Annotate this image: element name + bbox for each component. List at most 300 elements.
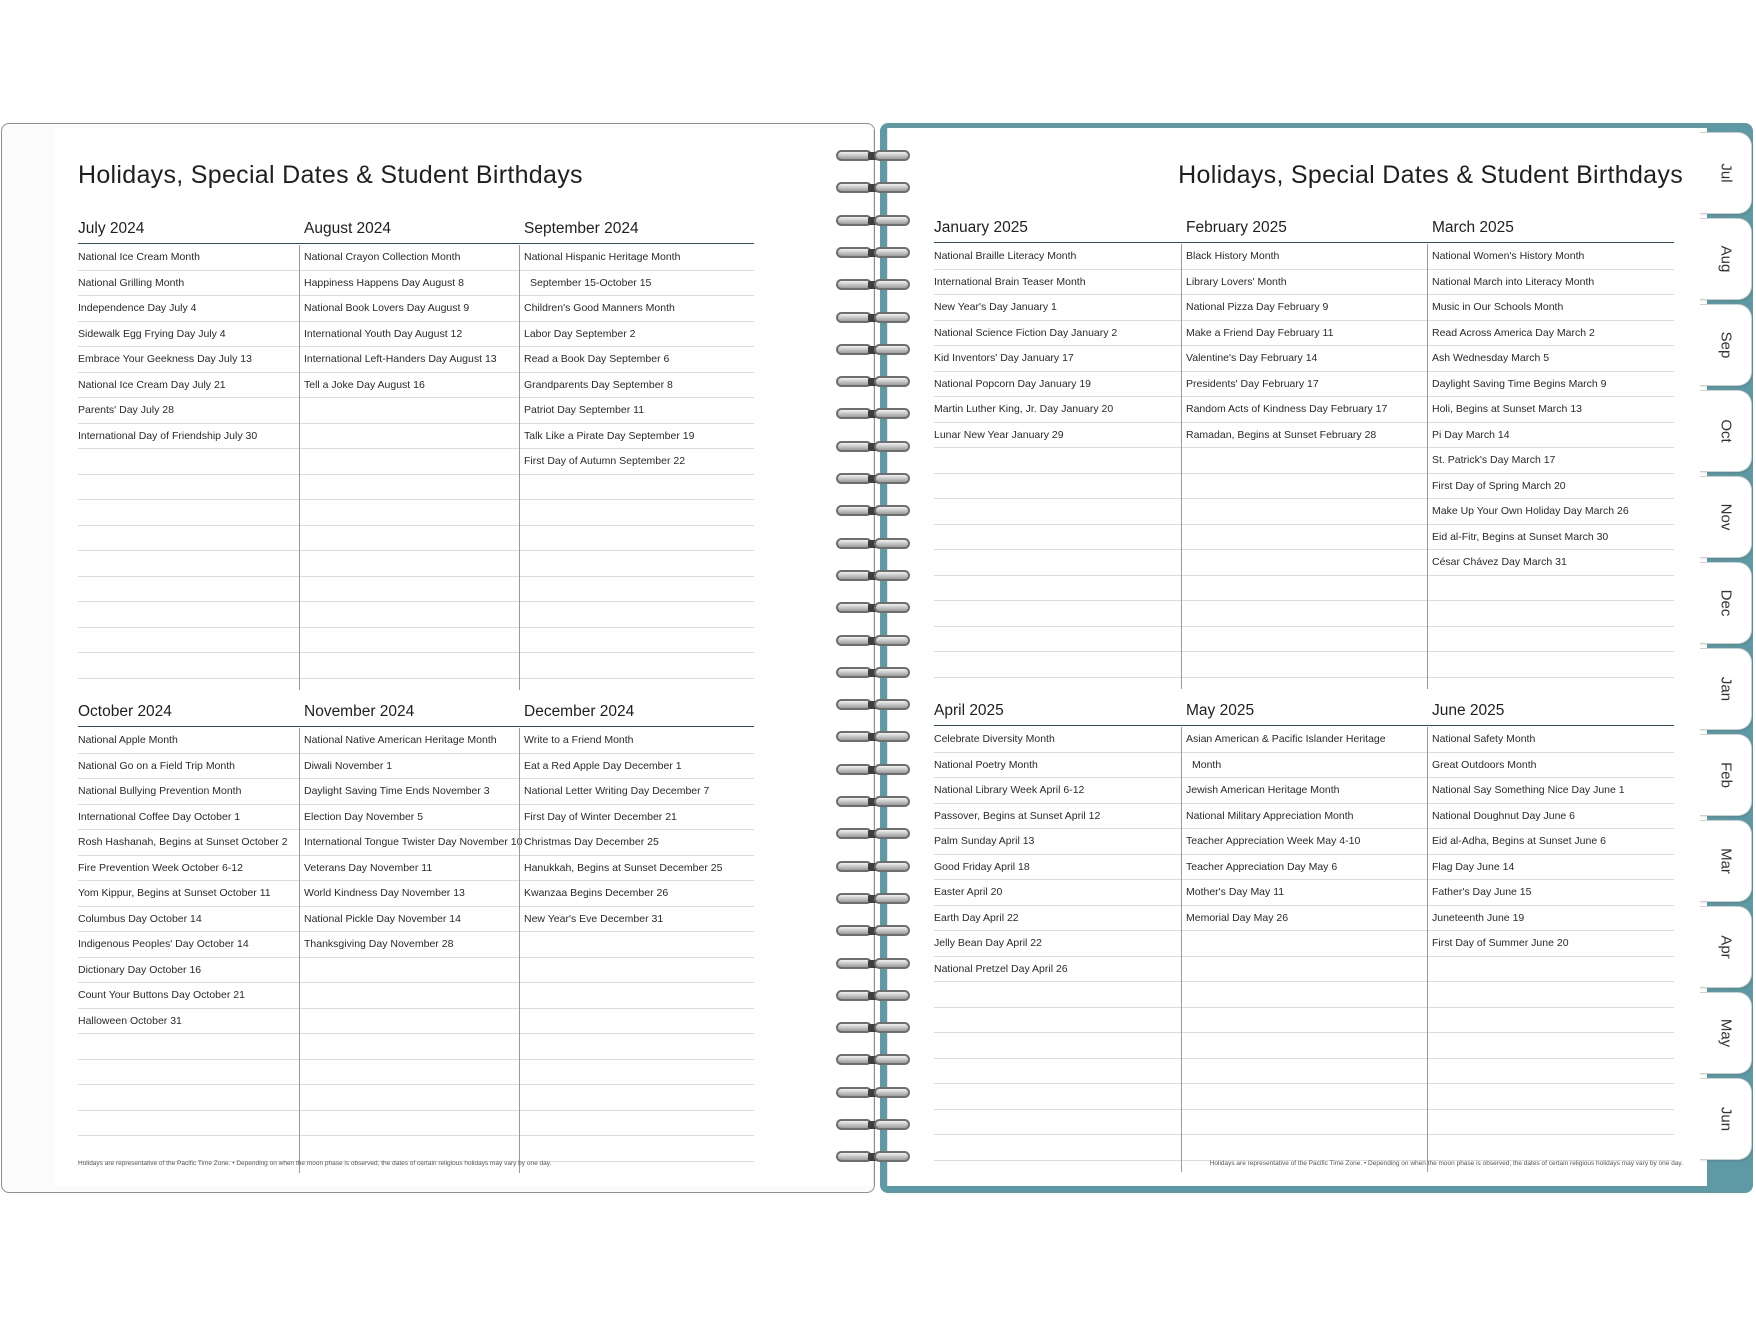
blank-entry-line[interactable] <box>934 1084 1186 1110</box>
month-list <box>934 244 1186 678</box>
blank-entry-line[interactable] <box>1186 931 1432 957</box>
month-title: November 2024 <box>304 703 415 720</box>
blank-entry-line[interactable] <box>934 982 1186 1008</box>
spiral-coil <box>832 503 916 519</box>
blank-entry-line[interactable] <box>1186 982 1432 1008</box>
list-item[interactable]: International Youth Day August 12 <box>304 322 524 348</box>
list-item[interactable]: National Bullying Prevention Month <box>78 779 304 805</box>
list-item[interactable]: National Poetry Month <box>934 753 1186 779</box>
blank-entry-line[interactable] <box>934 1135 1186 1161</box>
blank-entry-line[interactable] <box>78 551 304 577</box>
blank-entry-line[interactable] <box>1186 1059 1432 1085</box>
blank-entry-line[interactable] <box>934 627 1186 653</box>
list-item[interactable]: Black History Month <box>1186 244 1432 270</box>
list-item[interactable]: Presidents' Day February 17 <box>1186 372 1432 398</box>
blank-entry-line[interactable] <box>524 653 754 679</box>
list-item[interactable]: Library Lovers' Month <box>1186 270 1432 296</box>
list-item[interactable]: Tell a Joke Day August 16 <box>304 373 524 399</box>
spiral-coil <box>832 633 916 649</box>
list-item[interactable]: Easter April 20 <box>934 880 1186 906</box>
blank-entry-line[interactable] <box>304 653 524 679</box>
tab-oct[interactable] <box>1700 390 1752 472</box>
list-item[interactable]: Daylight Saving Time Begins March 9 <box>1432 372 1674 398</box>
month-rule <box>304 726 524 727</box>
blank-entry-line[interactable] <box>524 1060 754 1086</box>
list-item[interactable]: Eid al-Adha, Begins at Sunset June 6 <box>1432 829 1674 855</box>
list-item[interactable]: National Ice Cream Month <box>78 245 304 271</box>
blank-entry-line[interactable] <box>304 500 524 526</box>
tab-label: Sep <box>1717 331 1734 359</box>
blank-entry-line[interactable] <box>304 1111 524 1137</box>
spiral-coil <box>832 697 916 713</box>
blank-entry-line[interactable] <box>1432 627 1674 653</box>
list-item[interactable]: Diwali November 1 <box>304 754 524 780</box>
list-item[interactable]: National Book Lovers Day August 9 <box>304 296 524 322</box>
blank-entry-line[interactable] <box>1186 550 1432 576</box>
spiral-coil <box>832 180 916 196</box>
month-title: January 2025 <box>934 219 1028 236</box>
list-item[interactable]: Ramadan, Begins at Sunset February 28 <box>1186 423 1432 449</box>
blank-entry-line[interactable] <box>304 1136 524 1162</box>
month-list <box>1432 727 1674 1161</box>
column-divider <box>519 245 520 690</box>
list-item[interactable]: Read a Book Day September 6 <box>524 347 754 373</box>
tab-sep[interactable] <box>1700 304 1752 386</box>
blank-entry-line[interactable] <box>78 577 304 603</box>
spiral-coil <box>832 956 916 972</box>
list-item[interactable]: Write to a Friend Month <box>524 728 754 754</box>
blank-entry-line[interactable] <box>934 448 1186 474</box>
blank-entry-line[interactable] <box>78 1034 304 1060</box>
list-item[interactable]: Asian American & Pacific Islander Heritage <box>1186 727 1432 753</box>
column-divider <box>1427 244 1428 689</box>
list-item[interactable]: First Day of Winter December 21 <box>524 805 754 831</box>
spiral-coil <box>832 374 916 390</box>
blank-entry-line[interactable] <box>524 526 754 552</box>
blank-entry-line[interactable] <box>524 932 754 958</box>
list-item[interactable]: Jewish American Heritage Month <box>1186 778 1432 804</box>
blank-entry-line[interactable] <box>524 1085 754 1111</box>
list-item[interactable]: National Popcorn Day January 19 <box>934 372 1186 398</box>
month-title: September 2024 <box>524 220 639 237</box>
month-rule <box>304 243 524 244</box>
blank-entry-line[interactable] <box>1432 957 1674 983</box>
blank-entry-line[interactable] <box>78 653 304 679</box>
list-item[interactable]: Talk Like a Pirate Day September 19 <box>524 424 754 450</box>
tab-feb[interactable] <box>1700 734 1752 816</box>
blank-entry-line[interactable] <box>524 1111 754 1137</box>
list-item[interactable]: First Day of Summer June 20 <box>1432 931 1674 957</box>
month-list <box>524 728 754 1162</box>
list-item[interactable]: Independence Day July 4 <box>78 296 304 322</box>
list-item[interactable]: Veterans Day November 11 <box>304 856 524 882</box>
list-item[interactable]: Valentine's Day February 14 <box>1186 346 1432 372</box>
spiral-coil <box>832 310 916 326</box>
tab-may[interactable] <box>1700 992 1752 1074</box>
month-rule <box>1432 725 1674 726</box>
list-item[interactable]: Hanukkah, Begins at Sunset December 25 <box>524 856 754 882</box>
blank-entry-line[interactable] <box>304 1034 524 1060</box>
blank-entry-line[interactable] <box>304 1085 524 1111</box>
tab-label: Nov <box>1717 503 1734 531</box>
spiral-coil <box>832 1085 916 1101</box>
blank-entry-line[interactable] <box>934 1033 1186 1059</box>
blank-entry-line[interactable] <box>1432 1059 1674 1085</box>
spiral-coil <box>832 536 916 552</box>
blank-entry-line[interactable] <box>934 1110 1186 1136</box>
blank-entry-line[interactable] <box>1186 601 1432 627</box>
list-item[interactable]: New Year's Eve December 31 <box>524 907 754 933</box>
list-item[interactable]: Indigenous Peoples' Day October 14 <box>78 932 304 958</box>
blank-entry-line[interactable] <box>304 475 524 501</box>
list-item[interactable]: Embrace Your Geekness Day July 13 <box>78 347 304 373</box>
month-title: June 2025 <box>1432 702 1505 719</box>
list-item[interactable]: Christmas Day December 25 <box>524 830 754 856</box>
list-item[interactable]: National Doughnut Day June 6 <box>1432 804 1674 830</box>
blank-entry-line[interactable] <box>78 500 304 526</box>
list-item[interactable]: Make a Friend Day February 11 <box>1186 321 1432 347</box>
blank-entry-line[interactable] <box>524 475 754 501</box>
blank-entry-line[interactable] <box>1432 1135 1674 1161</box>
list-item[interactable]: National Letter Writing Day December 7 <box>524 779 754 805</box>
list-item[interactable]: Lunar New Year January 29 <box>934 423 1186 449</box>
tab-label: Dec <box>1717 589 1734 617</box>
list-item[interactable]: National Pizza Day February 9 <box>1186 295 1432 321</box>
blank-entry-line[interactable] <box>934 1008 1186 1034</box>
blank-entry-line[interactable] <box>1186 499 1432 525</box>
column-divider <box>1181 244 1182 689</box>
blank-entry-line[interactable] <box>78 1111 304 1137</box>
list-item[interactable]: New Year's Day January 1 <box>934 295 1186 321</box>
list-item[interactable]: César Chávez Day March 31 <box>1432 550 1674 576</box>
list-item[interactable]: Sidewalk Egg Frying Day July 4 <box>78 322 304 348</box>
tab-jul[interactable] <box>1700 132 1752 214</box>
blank-entry-line[interactable] <box>304 551 524 577</box>
spiral-coil <box>832 1020 916 1036</box>
month-rule <box>934 725 1186 726</box>
blank-entry-line[interactable] <box>304 958 524 984</box>
list-item[interactable]: National Apple Month <box>78 728 304 754</box>
blank-entry-line[interactable] <box>524 1136 754 1162</box>
list-item[interactable]: National Go on a Field Trip Month <box>78 754 304 780</box>
month-list <box>934 727 1186 1161</box>
list-item[interactable]: Ash Wednesday March 5 <box>1432 346 1674 372</box>
spiral-coil <box>832 568 916 584</box>
list-item[interactable]: Patriot Day September 11 <box>524 398 754 424</box>
list-item[interactable]: National Library Week April 6-12 <box>934 778 1186 804</box>
blank-entry-line[interactable] <box>1186 1084 1432 1110</box>
list-item[interactable]: Yom Kippur, Begins at Sunset October 11 <box>78 881 304 907</box>
month-title: April 2025 <box>934 702 1004 719</box>
column-divider <box>1427 727 1428 1172</box>
list-item[interactable]: Flag Day June 14 <box>1432 855 1674 881</box>
blank-entry-line[interactable] <box>1432 1110 1674 1136</box>
list-item[interactable]: International Brain Teaser Month <box>934 270 1186 296</box>
list-item[interactable]: Make Up Your Own Holiday Day March 26 <box>1432 499 1674 525</box>
blank-entry-line[interactable] <box>934 652 1186 678</box>
list-item[interactable]: Eat a Red Apple Day December 1 <box>524 754 754 780</box>
blank-entry-line[interactable] <box>1186 1135 1432 1161</box>
list-item[interactable]: Jelly Bean Day April 22 <box>934 931 1186 957</box>
list-item[interactable]: Children's Good Manners Month <box>524 296 754 322</box>
blank-entry-line[interactable] <box>304 628 524 654</box>
month-list <box>78 728 304 1162</box>
page-title: Holidays, Special Dates & Student Birthdays <box>78 161 583 189</box>
spiral-coil <box>832 148 916 164</box>
blank-entry-line[interactable] <box>934 576 1186 602</box>
blank-entry-line[interactable] <box>1186 525 1432 551</box>
blank-entry-line[interactable] <box>1186 474 1432 500</box>
list-item[interactable]: Juneteenth June 19 <box>1432 906 1674 932</box>
blank-entry-line[interactable] <box>1186 652 1432 678</box>
blank-entry-line[interactable] <box>1432 652 1674 678</box>
list-item[interactable]: World Kindness Day November 13 <box>304 881 524 907</box>
month-title: February 2025 <box>1186 219 1287 236</box>
spiral-coil <box>832 923 916 939</box>
list-item[interactable]: Earth Day April 22 <box>934 906 1186 932</box>
blank-entry-line[interactable] <box>934 1059 1186 1085</box>
blank-entry-line[interactable] <box>524 602 754 628</box>
spiral-coil <box>832 277 916 293</box>
list-item[interactable]: First Day of Spring March 20 <box>1432 474 1674 500</box>
blank-entry-line[interactable] <box>78 449 304 475</box>
blank-entry-line[interactable] <box>78 1085 304 1111</box>
month-list <box>1432 244 1674 678</box>
blank-entry-line[interactable] <box>78 1060 304 1086</box>
blank-entry-line[interactable] <box>78 526 304 552</box>
month-december-2024 <box>524 703 754 1173</box>
list-item[interactable]: National Braille Literacy Month <box>934 244 1186 270</box>
blank-entry-line[interactable] <box>524 958 754 984</box>
blank-entry-line[interactable] <box>1432 576 1674 602</box>
list-item[interactable]: Read Across America Day March 2 <box>1432 321 1674 347</box>
blank-entry-line[interactable] <box>1432 1033 1674 1059</box>
list-item[interactable]: National Military Appreciation Month <box>1186 804 1432 830</box>
blank-entry-line[interactable] <box>304 1060 524 1086</box>
blank-entry-line[interactable] <box>78 628 304 654</box>
tab-dec[interactable] <box>1700 562 1752 644</box>
tab-jun[interactable] <box>1700 1078 1752 1160</box>
tab-label: Feb <box>1717 762 1734 788</box>
blank-entry-line[interactable] <box>524 983 754 1009</box>
list-item[interactable]: First Day of Autumn September 22 <box>524 449 754 475</box>
list-item[interactable]: Palm Sunday April 13 <box>934 829 1186 855</box>
list-item[interactable]: Passover, Begins at Sunset April 12 <box>934 804 1186 830</box>
tab-nov[interactable] <box>1700 476 1752 558</box>
blank-entry-line[interactable] <box>1432 1084 1674 1110</box>
blank-entry-line[interactable] <box>1186 576 1432 602</box>
tab-apr[interactable] <box>1700 906 1752 988</box>
tab-mar[interactable] <box>1700 820 1752 902</box>
blank-entry-line[interactable] <box>934 601 1186 627</box>
list-item[interactable]: Thanksgiving Day November 28 <box>304 932 524 958</box>
month-title: October 2024 <box>78 703 172 720</box>
tab-label: Aug <box>1717 245 1734 273</box>
list-item[interactable]: National Safety Month <box>1432 727 1674 753</box>
blank-entry-line[interactable] <box>304 602 524 628</box>
list-item[interactable]: Dictionary Day October 16 <box>78 958 304 984</box>
blank-entry-line[interactable] <box>1186 957 1432 983</box>
list-item[interactable]: National Pickle Day November 14 <box>304 907 524 933</box>
list-item[interactable]: Music in Our Schools Month <box>1432 295 1674 321</box>
list-item[interactable]: Random Acts of Kindness Day February 17 <box>1186 397 1432 423</box>
list-item[interactable]: Count Your Buttons Day October 21 <box>78 983 304 1009</box>
tab-aug[interactable] <box>1700 218 1752 300</box>
list-item[interactable]: Good Friday April 18 <box>934 855 1186 881</box>
blank-entry-line[interactable] <box>934 499 1186 525</box>
list-item[interactable]: Kid Inventors' Day January 17 <box>934 346 1186 372</box>
list-item[interactable]: International Tongue Twister Day November 10 <box>304 830 524 856</box>
list-item[interactable]: National Science Fiction Day January 2 <box>934 321 1186 347</box>
list-item[interactable]: International Coffee Day October 1 <box>78 805 304 831</box>
list-item[interactable]: Celebrate Diversity Month <box>934 727 1186 753</box>
month-list <box>1186 727 1432 1161</box>
blank-entry-line[interactable] <box>524 628 754 654</box>
blank-entry-line[interactable] <box>304 577 524 603</box>
spiral-coil <box>832 600 916 616</box>
blank-entry-line[interactable] <box>524 500 754 526</box>
list-item[interactable]: Kwanzaa Begins December 26 <box>524 881 754 907</box>
list-item[interactable]: National Women's History Month <box>1432 244 1674 270</box>
list-item[interactable]: Teacher Appreciation Day May 6 <box>1186 855 1432 881</box>
list-item[interactable]: Father's Day June 15 <box>1432 880 1674 906</box>
list-item[interactable]: National March into Literacy Month <box>1432 270 1674 296</box>
blank-entry-line[interactable] <box>1432 1008 1674 1034</box>
month-tabs <box>1700 128 1756 1188</box>
list-item[interactable]: National Crayon Collection Month <box>304 245 524 271</box>
list-item[interactable]: National Native American Heritage Month <box>304 728 524 754</box>
list-item[interactable]: Memorial Day May 26 <box>1186 906 1432 932</box>
blank-entry-line[interactable] <box>304 398 524 424</box>
list-item[interactable]: National Ice Cream Day July 21 <box>78 373 304 399</box>
right-page <box>887 128 1707 1186</box>
blank-entry-line[interactable] <box>304 526 524 552</box>
tab-label: May <box>1717 1018 1734 1048</box>
list-item[interactable]: St. Patrick's Day March 17 <box>1432 448 1674 474</box>
list-item[interactable]: Eid al-Fitr, Begins at Sunset March 30 <box>1432 525 1674 551</box>
list-item[interactable]: Parents' Day July 28 <box>78 398 304 424</box>
list-item[interactable]: Halloween October 31 <box>78 1009 304 1035</box>
blank-entry-line[interactable] <box>304 1009 524 1035</box>
list-item[interactable]: Happiness Happens Day August 8 <box>304 271 524 297</box>
month-rule <box>1186 242 1432 243</box>
quarter-oct-dec <box>78 703 754 1173</box>
list-item[interactable]: National Hispanic Heritage Month <box>524 245 754 271</box>
list-item[interactable]: Daylight Saving Time Ends November 3 <box>304 779 524 805</box>
blank-entry-line[interactable] <box>304 449 524 475</box>
blank-entry-line[interactable] <box>304 424 524 450</box>
list-item[interactable]: Election Day November 5 <box>304 805 524 831</box>
list-item[interactable]: National Grilling Month <box>78 271 304 297</box>
spiral-coil <box>832 891 916 907</box>
blank-entry-line[interactable] <box>78 1136 304 1162</box>
spiral-coil <box>832 729 916 745</box>
spiral-coil <box>832 794 916 810</box>
spiral-coil <box>832 826 916 842</box>
month-january-2025 <box>934 219 1186 689</box>
month-august-2024 <box>304 220 524 690</box>
blank-entry-line[interactable] <box>524 577 754 603</box>
quarter-jul-sep <box>78 220 754 690</box>
list-item[interactable]: Teacher Appreciation Week May 4-10 <box>1186 829 1432 855</box>
tab-label: Apr <box>1717 935 1734 959</box>
spiral-coil <box>832 988 916 1004</box>
tab-label: Oct <box>1717 419 1734 443</box>
list-item[interactable]: Pi Day March 14 <box>1432 423 1674 449</box>
month-rule <box>524 243 754 244</box>
list-item[interactable]: Grandparents Day September 8 <box>524 373 754 399</box>
month-september-2024 <box>524 220 754 690</box>
month-rule <box>78 726 304 727</box>
blank-entry-line[interactable] <box>1186 1110 1432 1136</box>
spiral-coil <box>832 665 916 681</box>
list-item[interactable]: Month <box>1186 753 1432 779</box>
list-item[interactable]: Holi, Begins at Sunset March 13 <box>1432 397 1674 423</box>
month-title: March 2025 <box>1432 219 1514 236</box>
column-divider <box>519 728 520 1173</box>
month-list <box>304 245 524 679</box>
spiral-binding <box>832 148 916 1168</box>
list-item[interactable]: Fire Prevention Week October 6-12 <box>78 856 304 882</box>
list-item[interactable]: Great Outdoors Month <box>1432 753 1674 779</box>
month-list <box>524 245 754 679</box>
blank-entry-line[interactable] <box>934 525 1186 551</box>
list-item[interactable]: International Day of Friendship July 30 <box>78 424 304 450</box>
spiral-coil <box>832 213 916 229</box>
list-item[interactable]: Mother's Day May 11 <box>1186 880 1432 906</box>
blank-entry-line[interactable] <box>934 474 1186 500</box>
column-divider <box>299 728 300 1173</box>
list-item[interactable]: National Say Something Nice Day June 1 <box>1432 778 1674 804</box>
list-item[interactable]: Labor Day September 2 <box>524 322 754 348</box>
month-title: May 2025 <box>1186 702 1255 719</box>
month-rule <box>1432 242 1674 243</box>
list-item[interactable]: Martin Luther King, Jr. Day January 20 <box>934 397 1186 423</box>
list-item[interactable]: Columbus Day October 14 <box>78 907 304 933</box>
list-item[interactable]: National Pretzel Day April 26 <box>934 957 1186 983</box>
list-item[interactable]: September 15-October 15 <box>524 271 754 297</box>
page-title: Holidays, Special Dates & Student Birthdays <box>1178 161 1683 189</box>
tab-label: Mar <box>1717 848 1734 874</box>
month-february-2025 <box>1186 219 1432 689</box>
list-item[interactable]: International Left-Handers Day August 13 <box>304 347 524 373</box>
blank-entry-line[interactable] <box>78 602 304 628</box>
blank-entry-line[interactable] <box>524 551 754 577</box>
left-page <box>54 128 874 1186</box>
blank-entry-line[interactable] <box>1186 1033 1432 1059</box>
blank-entry-line[interactable] <box>1186 627 1432 653</box>
blank-entry-line[interactable] <box>1432 982 1674 1008</box>
list-item[interactable]: Rosh Hashanah, Begins at Sunset October 2 <box>78 830 304 856</box>
blank-entry-line[interactable] <box>934 550 1186 576</box>
month-title: July 2024 <box>78 220 145 237</box>
month-november-2024 <box>304 703 524 1173</box>
blank-entry-line[interactable] <box>524 1009 754 1035</box>
spiral-coil <box>832 1117 916 1133</box>
spiral-coil <box>832 406 916 422</box>
spiral-coil <box>832 1149 916 1165</box>
spiral-coil <box>832 471 916 487</box>
blank-entry-line[interactable] <box>524 1034 754 1060</box>
blank-entry-line[interactable] <box>304 983 524 1009</box>
blank-entry-line[interactable] <box>1432 601 1674 627</box>
blank-entry-line[interactable] <box>1186 1008 1432 1034</box>
blank-entry-line[interactable] <box>1186 448 1432 474</box>
month-may-2025 <box>1186 702 1432 1172</box>
tab-label: Jun <box>1717 1106 1734 1132</box>
blank-entry-line[interactable] <box>78 475 304 501</box>
tab-jan[interactable] <box>1700 648 1752 730</box>
